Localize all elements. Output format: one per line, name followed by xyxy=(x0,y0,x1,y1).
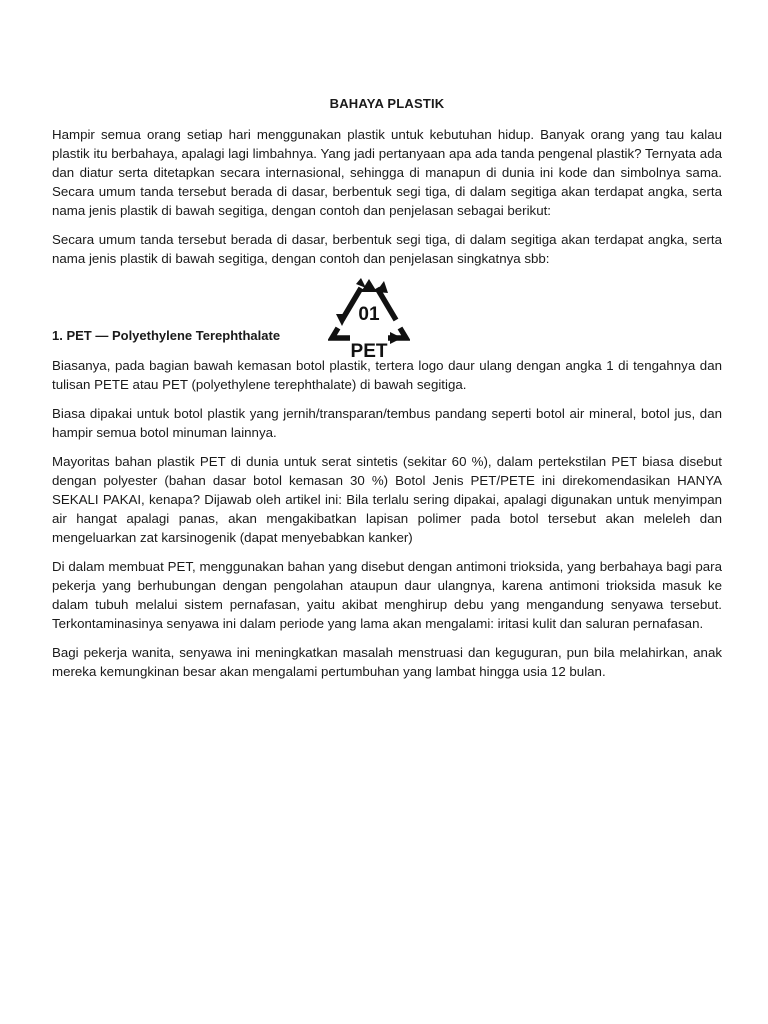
document-title: BAHAYA PLASTIK xyxy=(329,96,445,111)
intro-paragraph: Secara umum tanda tersebut berada di dasar, berbentuk segi tiga, di dalam segitiga akan terdapat angka, serta nama jenis plastik di bawah segitiga, dengan contoh dan penjelasan singkatnya sbb: xyxy=(52,232,722,266)
intro-paragraph: Hampir semua orang setiap hari menggunakan plastik untuk kebutuhan hidup. Banyak orang yang tau kalau plastik itu berbahaya, apalagi lagi limbahnya. Yang jadi pertanyaan apa ada tanda pengenal plastik? Ternyata ada dan diatur serta ditetapkan secara internasional, sehingga di manapun di dunia ini kode dan simbolnya sama. Secara umum tanda tersebut berada di dasar, berbentuk segi tiga, di dalam segitiga akan terdapat angka, serta nama jenis plastik di bawah segitiga, dengan contoh dan penjelasan sebagai berikut: xyxy=(52,127,722,218)
recycle-triangle-icon xyxy=(328,276,410,360)
section-paragraph: Di dalam membuat PET, menggunakan bahan yang disebut dengan antimoni trioksida, yang berbahaya bagi para pekerja yang berhubungan dengan pengolahan ataupun daur ulangnya, karena antimoni trioksida masuk ke dalam tubuh melalui sistem pernafasan, yaitu akibat menghirup debu yang mengandung senyawa tersebut. Terkontaminasinya senyawa ini dalam periode yang lama akan mengalami: iritasi kulit dan saluran pernafasan. xyxy=(52,559,722,631)
section-paragraph: Mayoritas bahan plastik PET di dunia untuk serat sintetis (sekitar 60 %), dalam pertekstilan PET biasa disebut dengan polyester (bahan dasar botol kemasan 30 %) Botol Jenis PET/PETE ini direkomendasikan HANYA SEKALI PAKAI, kenapa? Dijawab oleh artikel ini: Bila terlalu sering dipakai, apalagi digunakan untuk menyimpan air hangat apalagi panas, akan mengakibatkan lapisan polimer pada botol tersebut akan meleleh dan mengeluarkan zat karsinogenik (dapat menyebabkan kanker) xyxy=(52,454,722,545)
section-paragraph: Bagi pekerja wanita, senyawa ini meningkatkan masalah menstruasi dan keguguran, pun bila melahirkan, anak mereka kemungkinan besar akan mengalami pertumbuhan yang lambat hingga usia 12 bulan. xyxy=(52,645,722,679)
section-paragraph: Biasanya, pada bagian bawah kemasan botol plastik, tertera logo daur ulang dengan angka 1 di tengahnya dan tulisan PETE atau PET (polyethylene terephthalate) di bawah segitiga. xyxy=(52,358,722,392)
recycle-number: 01 xyxy=(358,304,380,325)
section-heading: 1. PET — Polyethylene Terephthalate xyxy=(52,328,281,343)
section-paragraph: Biasa dipakai untuk botol plastik yang jernih/transparan/tembus pandang seperti botol air mineral, botol jus, dan hampir semua botol minuman lainnya. xyxy=(52,406,722,440)
recycle-code: PET xyxy=(350,341,388,360)
section-header-row xyxy=(52,276,722,360)
recycle-arrow-bottom-left xyxy=(332,328,350,338)
document-page xyxy=(52,96,722,691)
